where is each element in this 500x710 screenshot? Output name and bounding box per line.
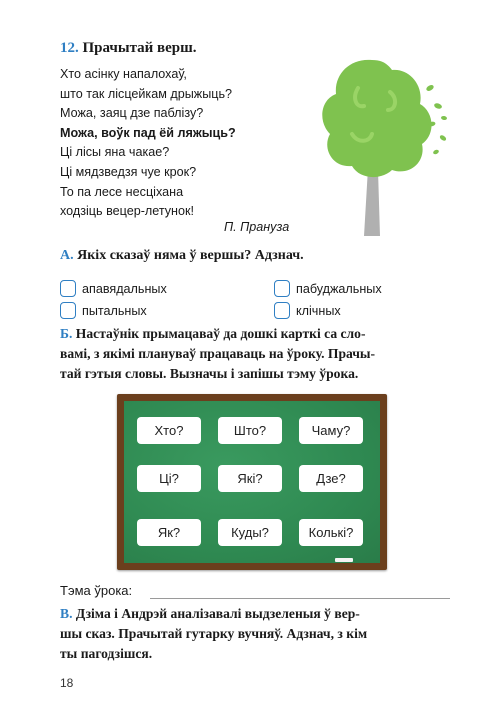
checkbox[interactable] xyxy=(274,302,290,319)
word-card: Ці? xyxy=(137,465,201,492)
word-card: Куды? xyxy=(218,519,282,546)
checkbox[interactable] xyxy=(60,302,76,319)
option-interrogative[interactable] xyxy=(60,302,147,319)
task-title-text: Прачытай верш. xyxy=(82,40,197,56)
question-a xyxy=(60,248,304,264)
word-card: Чаму? xyxy=(299,417,363,444)
poem-line: ходзіць вецер-летунок! xyxy=(60,204,195,219)
word-card: Як? xyxy=(137,519,201,546)
task-title xyxy=(60,40,197,57)
poem-line: Ці мядзведзя чуе крок? xyxy=(60,164,197,179)
chalkboard xyxy=(117,394,387,570)
paragraph-line: вамі, з якімі плануваў працаваць на ўроку. Прачы- xyxy=(60,346,376,361)
option-label: клічных xyxy=(296,303,341,318)
poem-line: Ці лісы яна чакае? xyxy=(60,145,170,160)
section-letter-v: В. xyxy=(60,606,73,621)
question-a-text: Якіх сказаў няма ў вершы? Адзнач. xyxy=(77,248,304,263)
poem-line: Можа, заяц дзе паблізу? xyxy=(60,106,204,121)
poem-line-highlighted: Можа, воўк пад ёй ляжыць? xyxy=(60,125,236,140)
paragraph-line: Дзіма і Андрэй аналізавалі выдзеленыя ў вер- xyxy=(75,606,360,621)
chalkboard-surface xyxy=(124,401,380,563)
word-card: Які? xyxy=(218,465,282,492)
lesson-topic-label: Тэма ўрока: xyxy=(60,583,133,598)
option-declarative[interactable] xyxy=(60,280,167,297)
word-card: Што? xyxy=(218,417,282,444)
option-label: пытальных xyxy=(82,303,147,318)
paragraph-line: тай гэтыя словы. Вызначы і запішы тэму ўрока. xyxy=(60,366,359,381)
lesson-topic-answer-line[interactable] xyxy=(150,598,450,599)
paragraph-line: шы сказ. Прачытай гутарку вучняў. Адзнач, з кім xyxy=(60,626,368,641)
page-number: 18 xyxy=(60,676,74,690)
word-card: Дзе? xyxy=(299,465,363,492)
section-letter-b: Б. xyxy=(60,326,73,341)
poem xyxy=(60,65,236,222)
section-v-paragraph xyxy=(60,604,452,664)
poem-line: То па лесе несціхана xyxy=(60,184,184,199)
word-card: Хто? xyxy=(137,417,201,444)
option-exclamatory[interactable] xyxy=(274,302,341,319)
paragraph-line: Настаўнік прымацаваў да дошкі карткі са сло- xyxy=(75,326,366,341)
checkbox[interactable] xyxy=(60,280,76,297)
poem-line: Хто асінку напалохаў, xyxy=(60,67,187,81)
poem-author: П. Прануза xyxy=(224,220,290,234)
word-card: Колькі? xyxy=(299,519,363,546)
paragraph-line: ты пагодзішся. xyxy=(60,646,153,661)
poem-line: што так лісцейкам дрыжыць? xyxy=(60,86,233,101)
section-letter-a: А. xyxy=(60,248,74,263)
aspen-tree-illustration xyxy=(312,48,452,238)
option-imperative[interactable] xyxy=(274,280,382,297)
option-label: апавядальных xyxy=(82,281,167,296)
option-label: пабуджальных xyxy=(296,281,382,296)
section-b-paragraph xyxy=(60,324,452,384)
task-number: 12. xyxy=(60,40,79,56)
chalk-piece xyxy=(335,558,353,562)
checkbox[interactable] xyxy=(274,280,290,297)
